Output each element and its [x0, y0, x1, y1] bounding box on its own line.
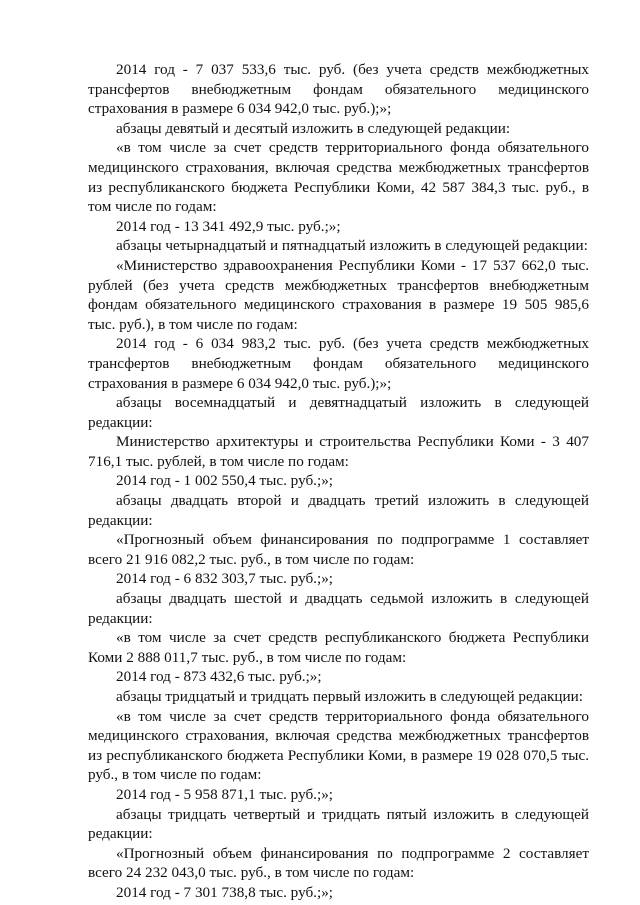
paragraph-tfoms-total: «в том числе за счет средств территориального фонда обязательного медицинского страхования, включая средства межбюджетных трансфертов из республиканского бюджета Республики Коми, 42 587 384,3 тыс. руб., в том числе по годам:	[88, 139, 589, 216]
paragraph-instruction-9-10: абзацы девятый и десятый изложить в следующей редакции:	[116, 119, 511, 137]
paragraph-tfoms-subprogram-1: «в том числе за счет средств территориального фонда обязательного медицинского страхования, включая средства межбюджетных трансфертов из республиканского бюджета Республики Коми, в размере 19 028 070,5 тыс. руб., в том числе по годам:	[88, 707, 589, 784]
paragraph-2014-tfoms: 2014 год - 13 341 492,9 тыс. руб.;»;	[116, 217, 341, 235]
document-page	[88, 60, 589, 903]
paragraph-2014-total: 2014 год - 7 037 533,6 тыс. руб. (без учета средств межбюджетных трансфертов внебюджетным фондам обязательного медицинского страхования в размере 6 034 942,0 тыс. руб.);»;	[88, 61, 589, 118]
paragraph-2014-republic-budget: 2014 год - 873 432,6 тыс. руб.;»;	[116, 668, 322, 686]
paragraph-instruction-34-35: абзацы тридцать четвертый и тридцать пятый изложить в следующей редакции:	[88, 805, 589, 843]
paragraph-2014-subprogram-2: 2014 год - 7 301 738,8 тыс. руб.;»;	[116, 883, 334, 901]
paragraph-subprogram-2-total: «Прогнозный объем финансирования по подпрограмме 2 составляет всего 24 232 043,0 тыс. руб., в том числе по годам:	[88, 844, 589, 882]
paragraph-subprogram-1-total: «Прогнозный объем финансирования по подпрограмме 1 составляет всего 21 916 082,2 тыс. руб., в том числе по годам:	[88, 531, 589, 568]
paragraph-2014-subprogram-1: 2014 год - 6 832 303,7 тыс. руб.;»;	[116, 570, 334, 588]
paragraph-instruction-18-19: абзацы восемнадцатый и девятнадцатый изложить в следующей редакции:	[88, 394, 589, 431]
paragraph-instruction-30-31: абзацы тридцатый и тридцать первый изложить в следующей редакции:	[116, 688, 583, 705]
paragraph-ministry-architecture: Министерство архитектуры и строительства Республики Коми - 3 407 716,1 тыс. рублей, в том числе по годам:	[88, 433, 589, 470]
paragraph-2014-ministry-health: 2014 год - 6 034 983,2 тыс. руб. (без учета средств межбюджетных трансфертов внебюджетным фондам обязательного медицинского страхования в размере 6 034 942,0 тыс. руб.);»;	[88, 335, 589, 392]
paragraph-republic-budget: «в том числе за счет средств республиканского бюджета Республики Коми 2 888 011,7 тыс. руб., в том числе по годам:	[88, 629, 589, 666]
paragraph-2014-ministry-architecture: 2014 год - 1 002 550,4 тыс. руб.;»;	[116, 472, 334, 490]
paragraph-instruction-22-23: абзацы двадцать второй и двадцать третий изложить в следующей редакции:	[88, 492, 589, 529]
paragraph-2014-tfoms-subprogram-1: 2014 год - 5 958 871,1 тыс. руб.;»;	[116, 785, 334, 803]
paragraph-instruction-14-15: абзацы четырнадцатый и пятнадцатый изложить в следующей редакции:	[116, 237, 588, 255]
paragraph-instruction-26-27: абзацы двадцать шестой и двадцать седьмой изложить в следующей редакции:	[88, 590, 589, 627]
paragraph-ministry-health: «Министерство здравоохранения Республики Коми - 17 537 662,0 тыс. рублей (без учета средств межбюджетных трансфертов внебюджетным фондам обязательного медицинского страхования в размере 19 505 985,6 тыс. руб.), в том числе по годам:	[88, 256, 589, 333]
